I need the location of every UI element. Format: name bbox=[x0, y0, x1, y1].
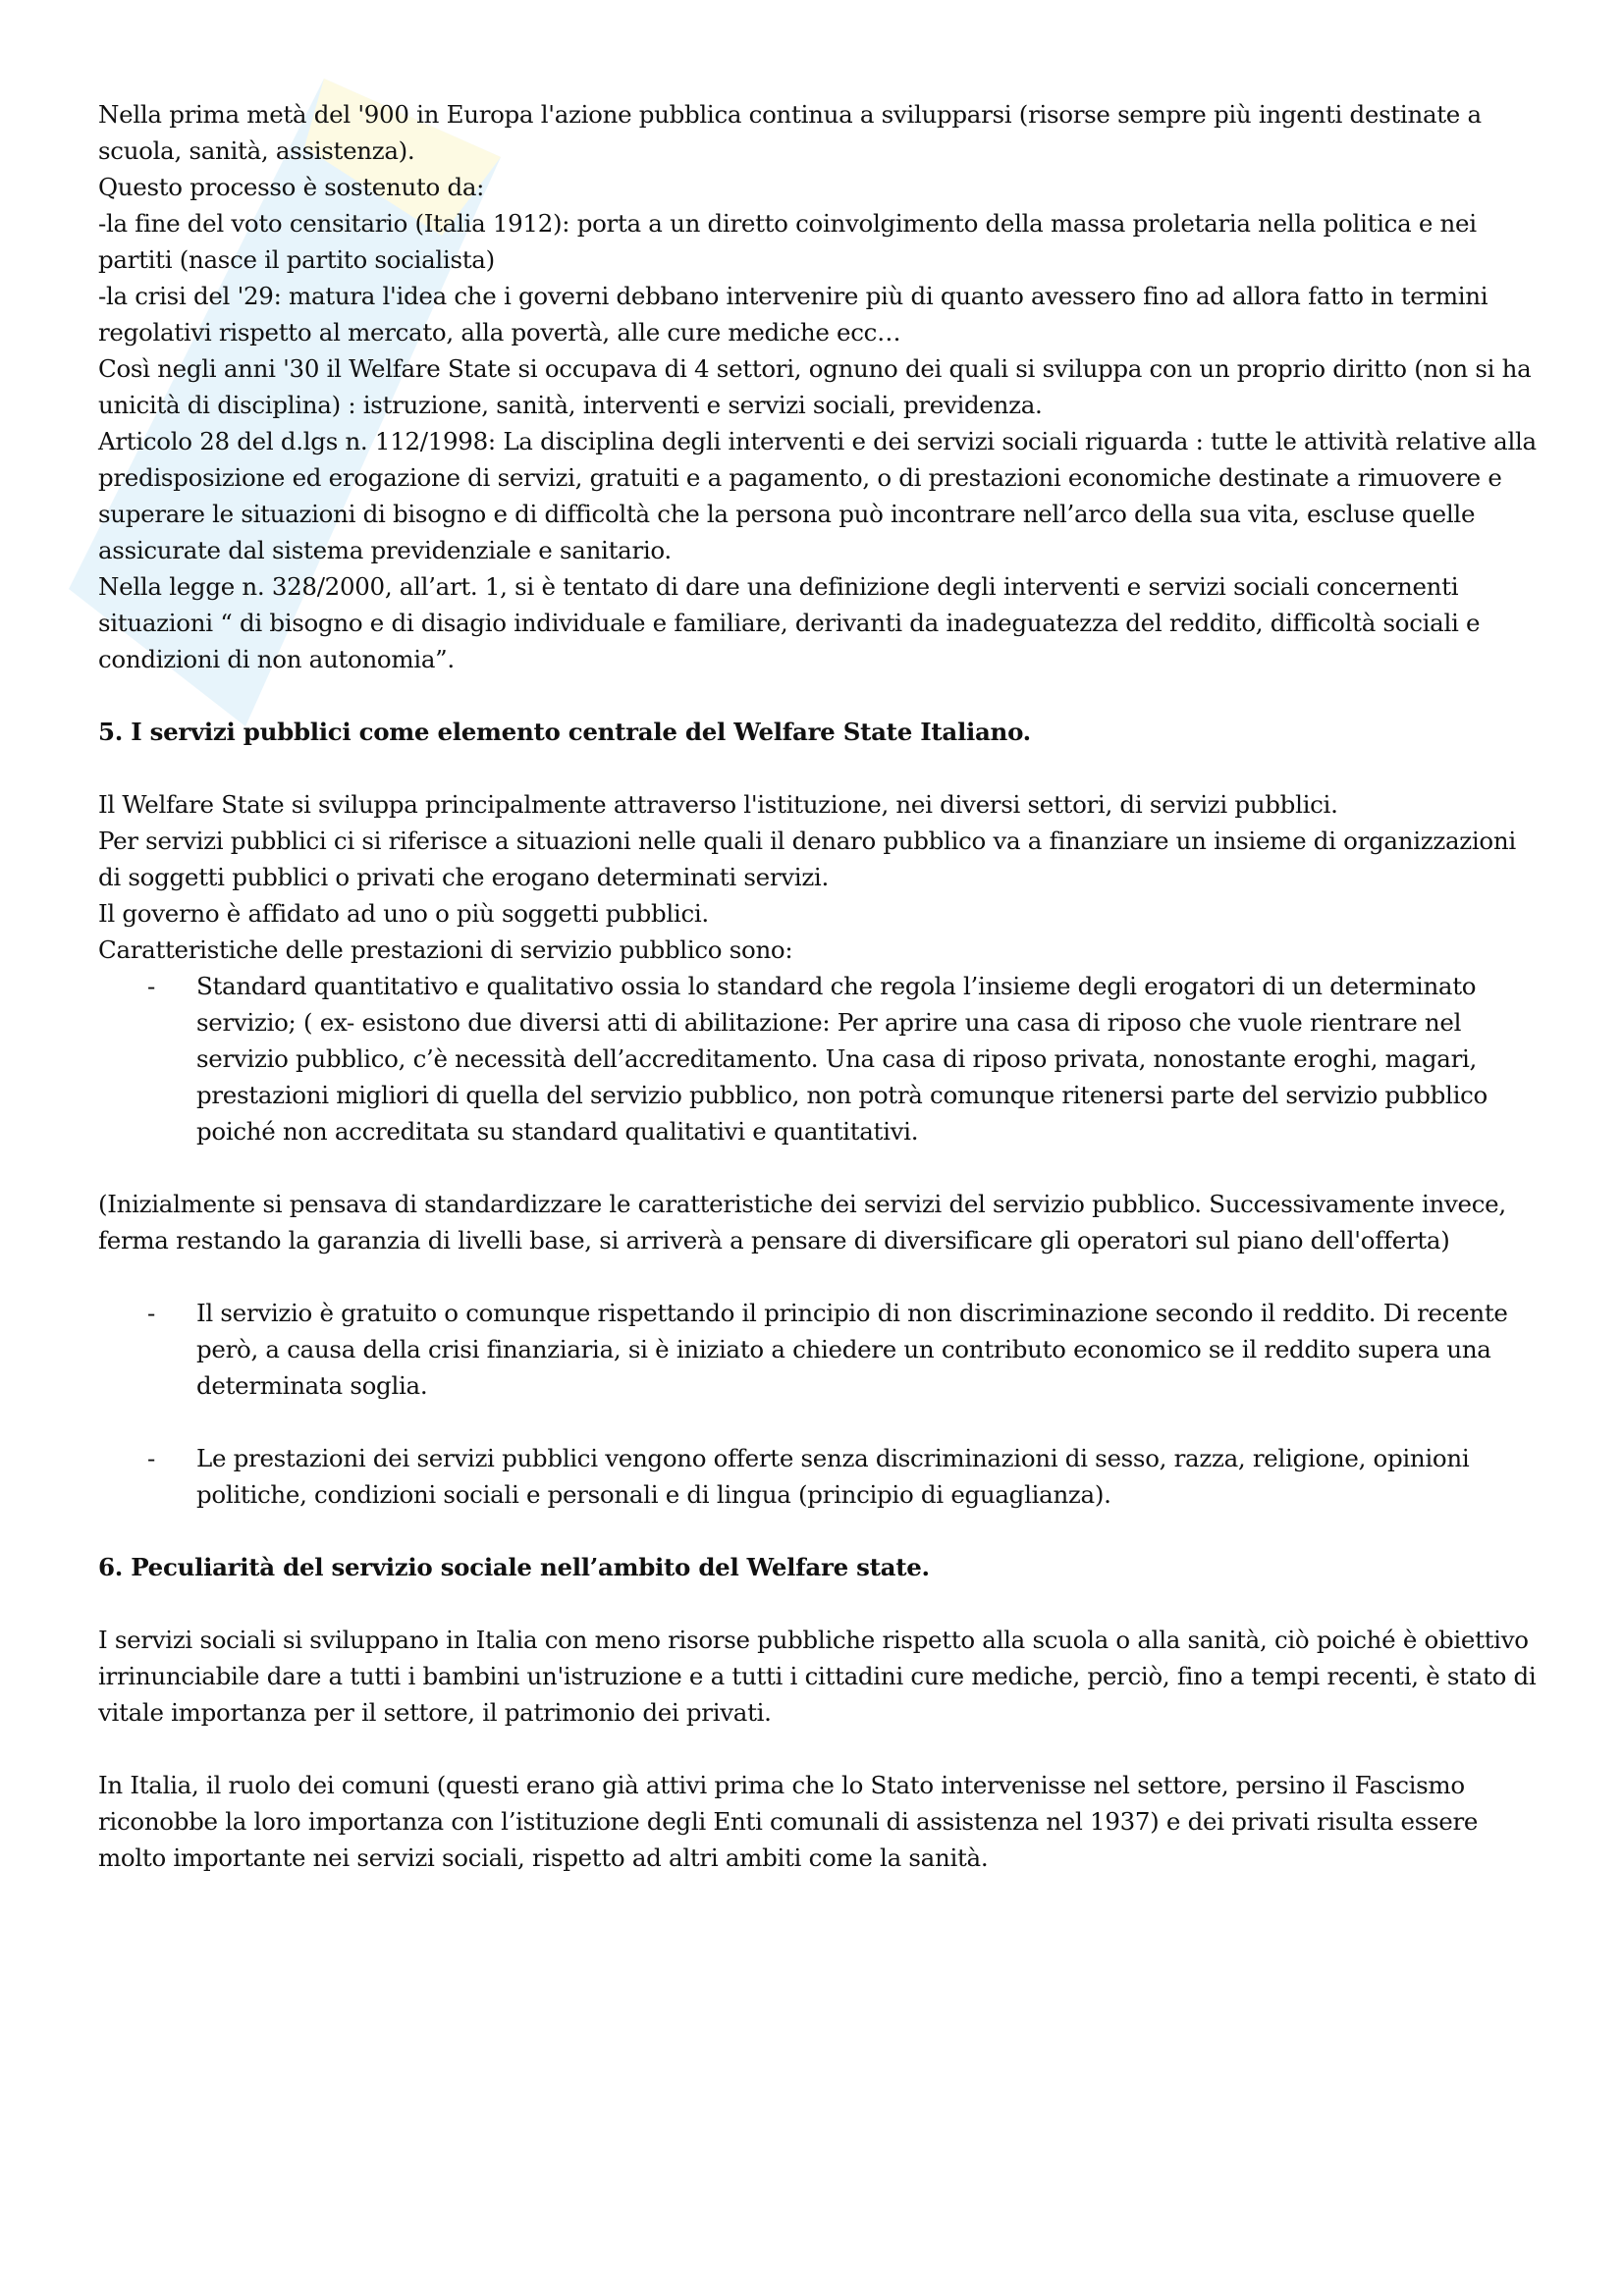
paragraph: -la crisi del '29: matura l'idea che i governi debbano intervenire più di quanto avessero fino ad allora fatto in termini regolativi rispetto al mercato, alla povertà, alle cure mediche ecc… bbox=[98, 282, 1488, 347]
list-item-text: Il servizio è gratuito o comunque rispettando il principio di non discriminazione secondo il reddito. Di recente però, a causa della crisi finanziaria, si è iniziato a chiedere un contributo economico se il reddito supera una determinata soglia. bbox=[196, 1299, 1508, 1400]
paragraph: Per servizi pubblici ci si riferisce a situazioni nelle quali il denaro pubblico va a finanziare un insieme di organizzazioni di soggetti pubblici o privati che erogano determinati servizi. bbox=[98, 827, 1516, 891]
paragraph: In Italia, il ruolo dei comuni (questi erano già attivi prima che lo Stato intervenisse nel settore, persino il Fascismo riconobbe la loro importanza con l’istituzione degli Enti comunali di assistenza nel 1937) e dei privati risulta essere molto importante nei servizi sociali, rispetto ad altri ambiti come la sanità. bbox=[98, 1771, 1479, 1872]
paragraph: Nella prima metà del '900 in Europa l'azione pubblica continua a svilupparsi (risorse sempre più ingenti destinate a scuola, sanità, assistenza). bbox=[98, 100, 1482, 165]
paragraph: Questo processo è sostenuto da: bbox=[98, 173, 485, 201]
bullet-dash: - bbox=[147, 972, 155, 1000]
paragraph: I servizi sociali si sviluppano in Italia con meno risorse pubbliche rispetto alla scuola o alla sanità, ciò poiché è obiettivo irrinunciabile dare a tutti i bambini un'istruzione e a tutti i cittadini cure mediche, perciò, fino a tempi recenti, è stato di vitale importanza per il settore, il patrimonio dei privati. bbox=[98, 1626, 1537, 1727]
paragraph: -la fine del voto censitario (Italia 1912): porta a un diretto coinvolgimento della massa proletaria nella politica e nei partiti (nasce il partito socialista) bbox=[98, 209, 1477, 274]
list-item bbox=[98, 968, 1542, 1149]
bullet-dash: - bbox=[147, 1444, 155, 1472]
list-item-text: Standard quantitativo e qualitativo ossia lo standard che regola l’insieme degli erogatori di un determinato servizio; ( ex- esistono due diversi atti di abilitazione: Per aprire una casa di riposo che vuole rientrare nel servizio pubblico, c’è necessità dell’accreditamento. Una casa di riposo privata, nonostante eroghi, magari, prestazioni migliori di quella del servizio pubblico, non potrà comunque ritenersi parte del servizio pubblico poiché non accreditata su standard qualitativi e quantitativi. bbox=[196, 972, 1488, 1146]
paragraph: Il governo è affidato ad uno o più soggetti pubblici. bbox=[98, 899, 709, 928]
paragraph: Nella legge n. 328/2000, all’art. 1, si è tentato di dare una definizione degli interventi e servizi sociali concernenti situazioni “ di bisogno e di disagio individuale e familiare, derivanti da inadeguatezza del reddito, difficoltà sociali e condizioni di non autonomia”. bbox=[98, 572, 1481, 673]
paragraph: Caratteristiche delle prestazioni di servizio pubblico sono: bbox=[98, 935, 793, 964]
document-page bbox=[98, 96, 1542, 1876]
section-heading: 5. I servizi pubblici come elemento centrale del Welfare State Italiano. bbox=[98, 718, 1031, 746]
list-item bbox=[98, 1440, 1542, 1513]
paragraph: (Inizialmente si pensava di standardizzare le caratteristiche dei servizi del servizio pubblico. Successivamente invece, ferma restando la garanzia di livelli base, si arriverà a pensare di diversificare gli operatori sul piano dell'offerta) bbox=[98, 1190, 1506, 1255]
list-item bbox=[98, 1295, 1542, 1404]
paragraph: Così negli anni '30 il Welfare State si occupava di 4 settori, ognuno dei quali si sviluppa con un proprio diritto (non si ha unicità di disciplina) : istruzione, sanità, interventi e servizi sociali, previdenza. bbox=[98, 354, 1532, 419]
paragraph: Il Welfare State si sviluppa principalmente attraverso l'istituzione, nei diversi settori, di servizi pubblici. bbox=[98, 790, 1338, 819]
section-heading: 6. Peculiarità del servizio sociale nell’ambito del Welfare state. bbox=[98, 1553, 930, 1581]
bullet-dash: - bbox=[147, 1299, 155, 1327]
paragraph: Articolo 28 del d.lgs n. 112/1998: La disciplina degli interventi e dei servizi sociali riguarda : tutte le attività relative alla predisposizione ed erogazione di servizi, gratuiti e a pagamento, o di prestazioni economiche destinate a rimuovere e superare le situazioni di bisogno e di difficoltà che la persona può incontrare nell’arco della sua vita, escluse quelle assicurate dal sistema previdenziale e sanitario. bbox=[98, 427, 1537, 564]
list-item-text: Le prestazioni dei servizi pubblici vengono offerte senza discriminazioni di sesso, razza, religione, opinioni politiche, condizioni sociali e personali e di lingua (principio di eguaglianza). bbox=[196, 1444, 1470, 1509]
